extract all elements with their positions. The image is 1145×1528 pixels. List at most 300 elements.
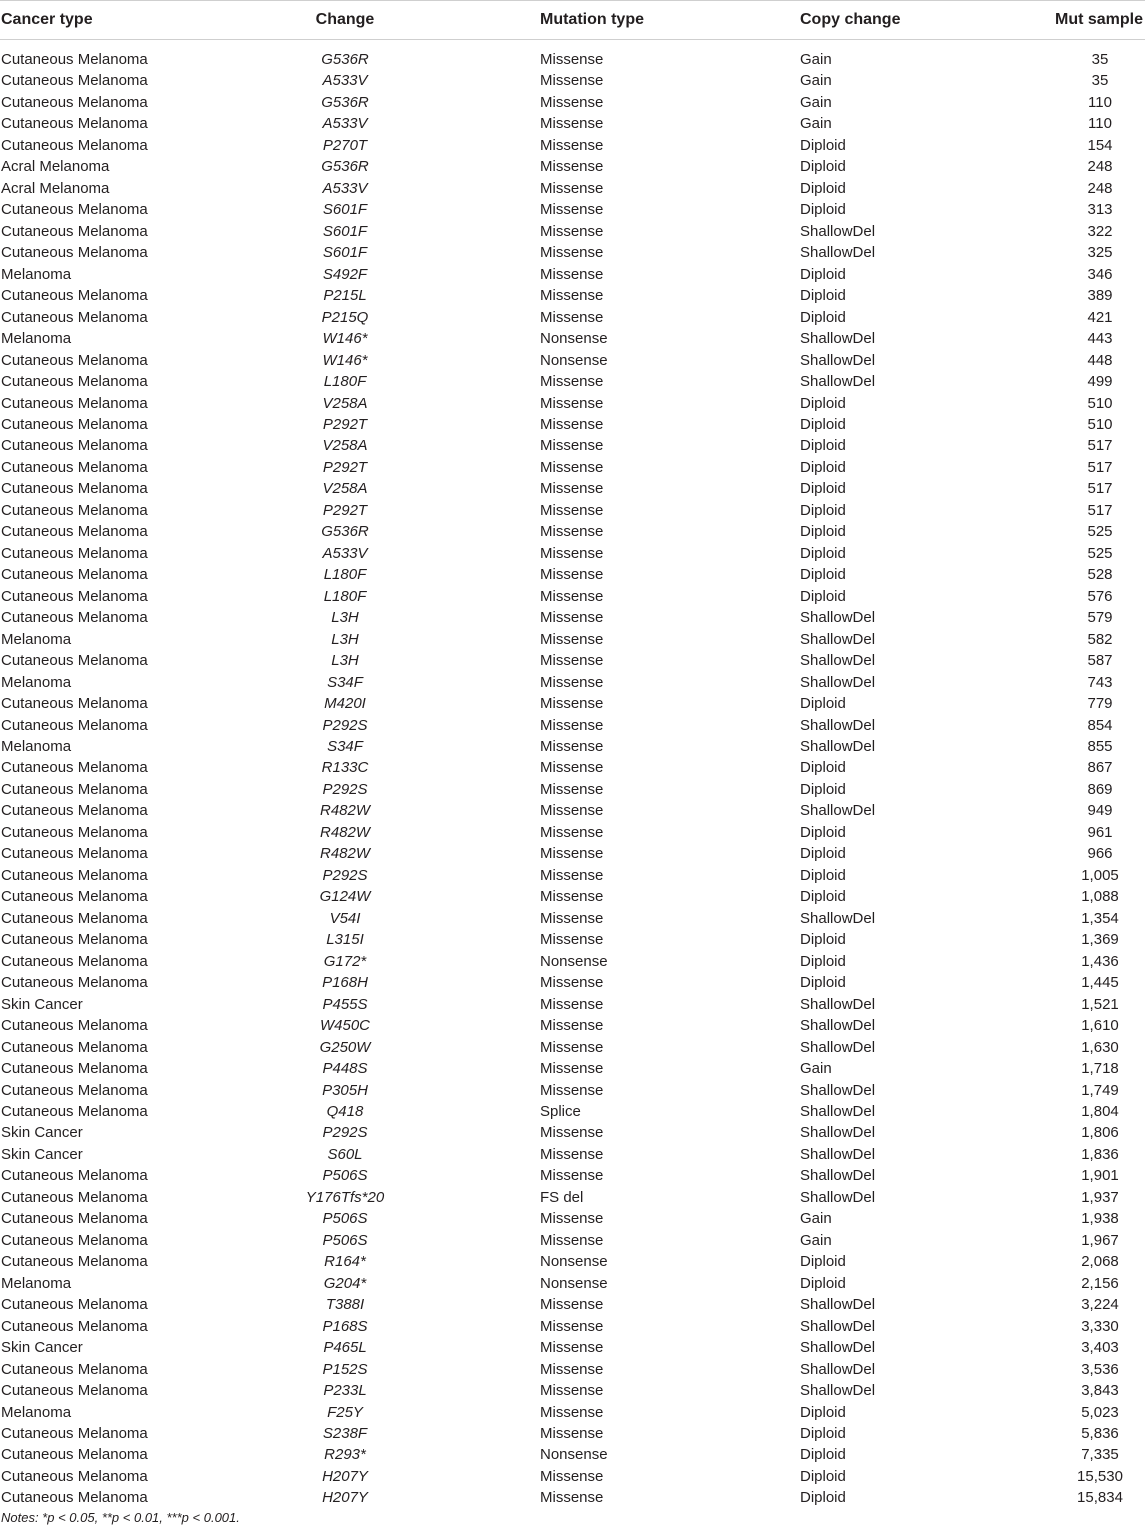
cell-mut-sample: 3,536 [1081,1360,1119,1378]
cell-mutation-type: Missense [540,544,604,562]
cell-change: L180F [323,587,367,605]
cell-copy-change: Diploid [800,544,846,562]
cell-mutation-type: Missense [540,158,604,176]
table-row [0,135,1145,156]
cell-mutation-type: Missense [540,1210,604,1228]
table-row [0,521,1145,542]
table-row [0,1144,1145,1165]
cell-cancer-type: Cutaneous Melanoma [1,480,148,498]
cell-copy-change: ShallowDel [800,1339,876,1357]
cell-mutation-type: Missense [540,1081,604,1099]
cell-mutation-type: Missense [540,1360,604,1378]
cell-change: L3H [331,652,359,670]
cell-copy-change: Diploid [800,158,846,176]
cell-copy-change: ShallowDel [800,373,876,391]
cell-change: S238F [322,1425,368,1442]
header-copy-change: Copy change [800,11,901,28]
cell-cancer-type: Cutaneous Melanoma [1,1060,148,1078]
cell-mutation-type: Missense [540,566,604,584]
cell-mut-sample: 579 [1087,609,1113,627]
cell-cancer-type: Cutaneous Melanoma [1,759,148,777]
header-change: Change [315,11,375,28]
header-cancer-type: Cancer type [1,11,93,28]
cell-change: P215L [323,287,367,305]
cell-cancer-type: Skin Cancer [1,995,83,1013]
cell-change: G536R [321,158,369,176]
table-row [0,908,1145,929]
table-row [0,457,1145,478]
cell-copy-change: Diploid [800,265,846,283]
cell-mut-sample: 35 [1091,72,1109,90]
cell-change: P455S [322,995,368,1013]
cell-copy-change: ShallowDel [800,652,876,670]
cell-mut-sample: 525 [1087,544,1113,562]
cell-change: H207Y [322,1489,368,1507]
cell-mut-sample: 15,530 [1077,1467,1123,1485]
cell-mutation-type: Missense [540,695,604,713]
cell-mutation-type: Missense [540,179,604,197]
cell-copy-change: Diploid [800,952,846,970]
table-row [0,435,1145,456]
cell-mutation-type: Missense [540,1489,604,1507]
table-row [0,1316,1145,1337]
cell-change: R482W [319,845,371,863]
cell-mut-sample: 248 [1087,158,1113,176]
cell-mut-sample: 528 [1087,566,1113,584]
table-row [0,1058,1145,1079]
cell-mutation-type: Missense [540,501,604,519]
cell-cancer-type: Cutaneous Melanoma [1,458,148,476]
table-row [0,1359,1145,1380]
cell-change: T388I [325,1296,365,1314]
cell-copy-change: Diploid [800,695,846,713]
table-body [0,49,1145,1509]
header-mut-sample: Mut sample [1054,11,1143,28]
table-row [0,736,1145,757]
cell-mut-sample: 1,005 [1081,866,1119,884]
cell-change: P292T [322,415,368,433]
cell-copy-change: Diploid [800,415,846,433]
cell-copy-change: Diploid [800,587,846,605]
cell-cancer-type: Cutaneous Melanoma [1,415,148,433]
table-row [0,564,1145,585]
cell-mutation-type: Missense [540,802,604,820]
cell-change: P292S [322,866,368,884]
table-row [0,70,1145,91]
cell-mut-sample: 582 [1087,630,1113,648]
cell-mutation-type: Missense [540,974,604,992]
cell-cancer-type: Cutaneous Melanoma [1,1317,148,1335]
cell-mutation-type: Nonsense [540,330,608,348]
cell-change: W146* [322,351,368,369]
cell-change: S34F [327,738,363,755]
table-row [0,1037,1145,1058]
cell-mutation-type: Missense [540,673,604,691]
cell-change: A533V [322,72,368,90]
cell-copy-change: ShallowDel [800,330,876,348]
table-row [0,586,1145,607]
cell-change: Y176Tfs*20 [305,1188,385,1206]
cell-mutation-type: Missense [540,909,604,927]
cell-copy-change: ShallowDel [800,351,876,369]
table-row [0,929,1145,950]
table-row [0,393,1145,414]
cell-mutation-type: Missense [540,866,604,884]
table-row [0,414,1145,435]
cell-mut-sample: 854 [1087,716,1113,734]
cell-copy-change: Gain [800,72,832,90]
cell-change: A533V [322,179,368,197]
cell-copy-change: ShallowDel [800,244,876,262]
cell-mutation-type: Missense [540,1017,604,1035]
table-row [0,1122,1145,1143]
cell-mutation-type: Missense [540,1231,604,1249]
cell-change: G250W [319,1038,371,1056]
table-row [0,715,1145,736]
cell-mut-sample: 1,630 [1081,1038,1119,1056]
table-row [0,1273,1145,1294]
cell-copy-change: ShallowDel [800,609,876,627]
cell-mut-sample: 3,403 [1081,1339,1119,1357]
cell-mutation-type: Missense [540,1339,604,1357]
cell-cancer-type: Cutaneous Melanoma [1,308,148,326]
table-row [0,1251,1145,1272]
cell-cancer-type: Melanoma [1,330,72,348]
table-row [0,350,1145,371]
cell-mutation-type: Missense [540,437,604,455]
cell-mutation-type: Missense [540,415,604,433]
cell-change: G124W [319,888,371,906]
cell-copy-change: Diploid [800,458,846,476]
cell-mutation-type: Missense [540,1145,604,1163]
cell-change: R482W [319,802,371,820]
cell-copy-change: ShallowDel [800,738,876,755]
table-row [0,822,1145,843]
cell-mut-sample: 1,521 [1081,995,1119,1013]
cell-change: P152S [322,1360,368,1378]
cell-change: P233L [323,1382,367,1400]
cell-mutation-type: Missense [540,888,604,906]
cell-change: P215Q [321,308,369,326]
table-row [0,1015,1145,1036]
cell-cancer-type: Cutaneous Melanoma [1,716,148,734]
table-row [0,865,1145,886]
cell-mut-sample: 525 [1087,523,1113,541]
cell-change: P292S [322,780,368,798]
cell-mut-sample: 1,806 [1081,1124,1119,1142]
cell-mutation-type: Missense [540,1467,604,1485]
table-row [0,1402,1145,1423]
cell-copy-change: Gain [800,51,832,68]
cell-change: L180F [323,373,367,391]
cell-mut-sample: 517 [1087,437,1113,455]
cell-cancer-type: Skin Cancer [1,1339,83,1357]
cell-mutation-type: Missense [540,1167,604,1185]
table-row [0,672,1145,693]
cell-copy-change: ShallowDel [800,1167,876,1185]
cell-copy-change: Diploid [800,974,846,992]
cell-cancer-type: Cutaneous Melanoma [1,952,148,970]
cell-mutation-type: Missense [540,995,604,1013]
cell-change: P448S [322,1060,368,1078]
cell-mut-sample: 961 [1087,823,1113,841]
cell-mutation-type: Missense [540,716,604,734]
cell-copy-change: Diploid [800,888,846,906]
cell-mut-sample: 248 [1087,179,1113,197]
cell-copy-change: ShallowDel [800,630,876,648]
cell-change: V54I [329,909,361,927]
table-row [0,92,1145,113]
cell-mut-sample: 1,937 [1081,1188,1119,1206]
cell-mutation-type: Missense [540,1124,604,1142]
cell-cancer-type: Skin Cancer [1,1124,83,1142]
cell-mut-sample: 1,088 [1081,888,1119,906]
cell-copy-change: Diploid [800,1446,846,1464]
cell-mut-sample: 448 [1087,351,1113,369]
cell-mut-sample: 110 [1088,93,1112,111]
cell-cancer-type: Cutaneous Melanoma [1,287,148,305]
cell-cancer-type: Cutaneous Melanoma [1,866,148,884]
cell-mutation-type: Missense [540,780,604,798]
cell-mut-sample: 3,843 [1081,1382,1119,1400]
cell-cancer-type: Cutaneous Melanoma [1,51,148,68]
cell-mut-sample: 510 [1087,394,1113,412]
cell-change: P506S [322,1231,368,1249]
cell-mutation-type: Missense [540,931,604,949]
cell-change: S601F [322,244,368,262]
cell-cancer-type: Cutaneous Melanoma [1,72,148,90]
cell-mutation-type: Missense [540,759,604,777]
cell-change: P506S [322,1167,368,1185]
cell-mut-sample: 3,224 [1081,1296,1119,1314]
cell-mutation-type: Missense [540,394,604,412]
table-row [0,264,1145,285]
cell-mutation-type: Missense [540,1060,604,1078]
cell-change: A533V [322,115,368,133]
cell-mut-sample: 869 [1087,780,1113,798]
cell-cancer-type: Cutaneous Melanoma [1,1102,148,1120]
cell-change: G204* [323,1274,367,1292]
cell-mutation-type: Missense [540,222,604,240]
cell-mut-sample: 15,834 [1077,1489,1123,1507]
cell-copy-change: Diploid [800,308,846,326]
cell-change: R293* [324,1446,366,1464]
cell-cancer-type: Cutaneous Melanoma [1,1425,148,1442]
table-row [0,757,1145,778]
cell-change: G536R [321,51,369,68]
cell-mutation-type: Missense [540,630,604,648]
cell-change: P168H [322,974,368,992]
cell-cancer-type: Cutaneous Melanoma [1,566,148,584]
cell-cancer-type: Cutaneous Melanoma [1,652,148,670]
cell-mutation-type: Nonsense [540,1274,608,1292]
cell-cancer-type: Acral Melanoma [1,158,110,176]
cell-copy-change: Diploid [800,394,846,412]
cell-change: L180F [323,566,367,584]
cell-cancer-type: Cutaneous Melanoma [1,1038,148,1056]
cell-mutation-type: Missense [540,244,604,262]
cell-cancer-type: Cutaneous Melanoma [1,1167,148,1185]
cell-copy-change: Diploid [800,1467,846,1485]
table-row [0,800,1145,821]
cell-copy-change: Gain [800,93,832,111]
cell-change: R482W [319,823,371,841]
cell-copy-change: Diploid [800,1403,846,1421]
cell-copy-change: Diploid [800,437,846,455]
cell-mut-sample: 779 [1087,695,1113,713]
table-row [0,1187,1145,1208]
cell-change: R164* [324,1253,366,1271]
cell-cancer-type: Cutaneous Melanoma [1,1017,148,1035]
cell-mut-sample: 517 [1087,480,1113,498]
cell-mut-sample: 154 [1087,136,1113,154]
cell-change: R133C [321,759,369,777]
cell-mut-sample: 966 [1087,845,1113,863]
cell-mut-sample: 2,068 [1081,1253,1119,1271]
cell-cancer-type: Cutaneous Melanoma [1,1382,148,1400]
cell-cancer-type: Cutaneous Melanoma [1,587,148,605]
cell-copy-change: ShallowDel [800,673,876,691]
cell-copy-change: ShallowDel [800,1296,876,1314]
table-row [0,328,1145,349]
table-row [0,1380,1145,1401]
cell-mut-sample: 587 [1087,652,1113,670]
cell-cancer-type: Cutaneous Melanoma [1,695,148,713]
cell-change: L3H [331,609,359,627]
cell-cancer-type: Melanoma [1,1274,72,1292]
cell-mut-sample: 313 [1087,201,1113,219]
table-row [0,156,1145,177]
cell-change: P292S [322,1124,368,1142]
table-row [0,285,1145,306]
cell-mutation-type: Splice [540,1102,581,1120]
cell-mut-sample: 7,335 [1081,1446,1119,1464]
table-row [0,650,1145,671]
cell-copy-change: Diploid [800,179,846,197]
cell-cancer-type: Cutaneous Melanoma [1,244,148,262]
cell-mutation-type: Missense [540,458,604,476]
cell-mutation-type: Missense [540,72,604,90]
cell-mut-sample: 576 [1087,587,1113,605]
cell-cancer-type: Cutaneous Melanoma [1,888,148,906]
cell-mut-sample: 1,445 [1081,974,1119,992]
table-row [0,221,1145,242]
cell-mutation-type: Missense [540,609,604,627]
cell-cancer-type: Cutaneous Melanoma [1,845,148,863]
cell-copy-change: Diploid [800,501,846,519]
cell-mutation-type: Nonsense [540,351,608,369]
cell-change: P292T [322,501,368,519]
cell-mutation-type: Missense [540,373,604,391]
cell-cancer-type: Cutaneous Melanoma [1,1296,148,1314]
cell-mutation-type: Missense [540,845,604,863]
cell-change: M420I [324,695,366,713]
cell-copy-change: ShallowDel [800,222,876,240]
cell-mut-sample: 1,938 [1081,1210,1119,1228]
table-row [0,478,1145,499]
cell-copy-change: Diploid [800,201,846,219]
cell-cancer-type: Cutaneous Melanoma [1,1467,148,1485]
cell-change: Q418 [326,1102,364,1120]
cell-mut-sample: 110 [1088,115,1112,133]
table-row [0,994,1145,1015]
table-row [0,1337,1145,1358]
cell-mutation-type: Nonsense [540,1446,608,1464]
cell-cancer-type: Cutaneous Melanoma [1,501,148,519]
cell-cancer-type: Cutaneous Melanoma [1,136,148,154]
cell-change: G172* [323,952,367,970]
table-row [0,1165,1145,1186]
cell-mut-sample: 499 [1087,373,1113,391]
cell-copy-change: Gain [800,1210,832,1228]
cell-cancer-type: Cutaneous Melanoma [1,1446,148,1464]
cell-copy-change: ShallowDel [800,1382,876,1400]
cell-cancer-type: Melanoma [1,265,72,283]
cell-cancer-type: Cutaneous Melanoma [1,823,148,841]
cell-mutation-type: Missense [540,652,604,670]
cell-cancer-type: Cutaneous Melanoma [1,373,148,391]
cell-cancer-type: Cutaneous Melanoma [1,201,148,219]
cell-mut-sample: 325 [1087,244,1113,262]
cell-change: G536R [321,523,369,541]
table-row [0,1294,1145,1315]
cell-cancer-type: Skin Cancer [1,1145,83,1163]
cell-cancer-type: Cutaneous Melanoma [1,1360,148,1378]
table-row [0,113,1145,134]
cell-cancer-type: Melanoma [1,630,72,648]
cell-mut-sample: 5,836 [1081,1425,1119,1442]
cell-change: S601F [322,222,368,240]
cell-mutation-type: Missense [540,587,604,605]
cell-change: P305H [322,1081,368,1099]
cell-copy-change: Diploid [800,931,846,949]
cell-change: V258A [322,437,368,455]
table-row [0,693,1145,714]
cell-change: P292T [322,458,368,476]
table-notes: Notes: *p < 0.05, **p < 0.01, ***p < 0.001. [1,1510,240,1525]
cell-mutation-type: Missense [540,1382,604,1400]
cell-cancer-type: Cutaneous Melanoma [1,437,148,455]
cell-mutation-type: Missense [540,738,604,755]
cell-mut-sample: 35 [1091,51,1109,68]
cell-mut-sample: 389 [1087,287,1113,305]
cell-copy-change: ShallowDel [800,802,876,820]
cell-cancer-type: Melanoma [1,673,72,691]
table-row [0,1230,1145,1251]
cell-mut-sample: 1,436 [1081,952,1119,970]
cell-cancer-type: Cutaneous Melanoma [1,351,148,369]
cell-mutation-type: Missense [540,201,604,219]
cell-copy-change: Diploid [800,287,846,305]
table-row [0,49,1145,70]
cell-copy-change: ShallowDel [800,1145,876,1163]
cell-cancer-type: Cutaneous Melanoma [1,609,148,627]
table-row [0,371,1145,392]
cell-mut-sample: 510 [1087,415,1113,433]
cell-copy-change: Diploid [800,1274,846,1292]
table-row [0,779,1145,800]
cell-mutation-type: Missense [540,1317,604,1335]
cell-cancer-type: Cutaneous Melanoma [1,1210,148,1228]
cell-copy-change: ShallowDel [800,909,876,927]
table-row [0,307,1145,328]
cell-copy-change: Diploid [800,566,846,584]
cell-copy-change: ShallowDel [800,1038,876,1056]
cell-copy-change: Gain [800,1231,832,1249]
table-row [0,629,1145,650]
cell-copy-change: ShallowDel [800,716,876,734]
cell-copy-change: Diploid [800,523,846,541]
